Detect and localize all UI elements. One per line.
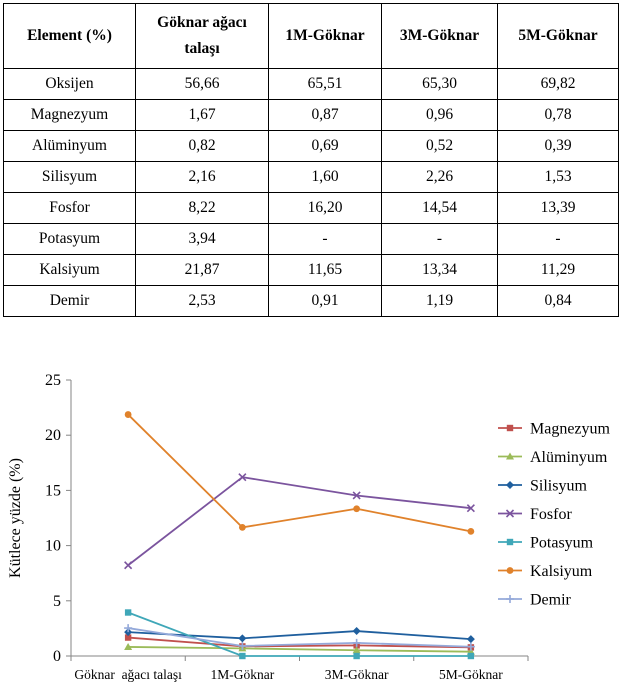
table-cell: 0,69 [269, 131, 382, 162]
legend-marker [506, 595, 514, 603]
table-cell: 0,39 [498, 131, 619, 162]
header-goknar-talasi: Göknar ağacı talaşı [136, 4, 269, 69]
legend-marker [507, 539, 513, 545]
table-row [4, 162, 619, 193]
chart-series [124, 411, 475, 659]
table-cell: 0,82 [136, 131, 269, 162]
legend-label: Magnezyum [530, 420, 610, 438]
series-line-magnezyum [128, 638, 471, 648]
table-cell: 0,84 [498, 286, 619, 317]
element-composition-table [3, 3, 619, 317]
table-cell: 14,54 [382, 193, 498, 224]
legend-marker [506, 481, 514, 489]
data-point-silisyum [353, 627, 361, 635]
table-cell: 16,20 [269, 193, 382, 224]
header-element: Element (%) [4, 4, 136, 69]
legend-label: Kalsiyum [530, 563, 593, 580]
legend-item-magnezyum [498, 421, 611, 438]
table-cell: Demir [4, 286, 136, 317]
table-cell: 69,82 [498, 69, 619, 100]
series-line-kalsiyum [128, 415, 471, 532]
data-point-potasyum [125, 609, 131, 615]
legend-label: Potasyum [530, 534, 594, 552]
data-point-kalsiyum [467, 528, 474, 535]
y-tick-label: 20 [45, 427, 61, 445]
table-cell: 0,52 [382, 131, 498, 162]
chart-legend [498, 421, 611, 609]
y-tick-label: 0 [53, 648, 61, 665]
legend-item-potasyum [498, 535, 594, 552]
table-cell: 65,30 [382, 69, 498, 100]
table-cell: 65,51 [269, 69, 382, 100]
data-point-potasyum [353, 653, 359, 659]
x-tick-label: Göknar ağacı talaşı [74, 667, 182, 682]
table-row [4, 131, 619, 162]
header-3m-goknar: 3M-Göknar [382, 4, 498, 69]
data-point-fosfor [125, 562, 132, 569]
table-cell: 11,65 [269, 255, 382, 286]
table-cell: Kalsiyum [4, 255, 136, 286]
table-cell: Potasyum [4, 224, 136, 255]
x-tick-label: 1M-Göknar [210, 667, 275, 682]
x-tick-label: 3M-Göknar [324, 667, 389, 682]
series-line-demir [128, 628, 471, 647]
table-cell: Silisyum [4, 162, 136, 193]
table-cell: - [382, 224, 498, 255]
table-row [4, 286, 619, 317]
x-tick-label: 5M-Göknar [439, 667, 503, 682]
data-point-silisyum [238, 634, 246, 642]
series-kalsiyum [125, 411, 475, 535]
legend-item-demir [498, 592, 572, 609]
table-cell: 8,22 [136, 193, 269, 224]
table-cell: 0,78 [498, 100, 619, 131]
table-cell: 2,16 [136, 162, 269, 193]
table-cell: Magnezyum [4, 100, 136, 131]
table-cell: 3,94 [136, 224, 269, 255]
y-tick-label: 25 [45, 372, 61, 389]
legend-label: Fosfor [530, 506, 572, 523]
data-point-kalsiyum [125, 411, 132, 418]
header-5m-goknar: 5M-Göknar [498, 4, 619, 69]
data-point-kalsiyum [353, 505, 360, 512]
table-row [4, 69, 619, 100]
table-row [4, 193, 619, 224]
legend-marker [507, 567, 514, 574]
table-cell: 0,87 [269, 100, 382, 131]
data-point-demir [124, 624, 132, 632]
data-point-potasyum [239, 653, 245, 659]
table-cell: Fosfor [4, 193, 136, 224]
legend-item-kalsiyum [498, 563, 593, 580]
table-cell: 13,39 [498, 193, 619, 224]
table-row [4, 224, 619, 255]
table-cell: 1,60 [269, 162, 382, 193]
data-point-potasyum [468, 653, 474, 659]
table-row [4, 255, 619, 286]
legend-item-fosfor [498, 506, 572, 523]
table-cell: Oksijen [4, 69, 136, 100]
table-header-row [4, 4, 619, 69]
table-cell: 2,26 [382, 162, 498, 193]
element-line-chart [0, 352, 624, 691]
table-cell: 56,66 [136, 69, 269, 100]
table-cell: - [269, 224, 382, 255]
legend-label: Alüminyum [530, 449, 608, 466]
table-cell: 11,29 [498, 255, 619, 286]
series-line-al-minyum [128, 647, 471, 652]
y-tick-label: 5 [53, 592, 61, 610]
legend-marker [507, 425, 513, 431]
table-cell: - [498, 224, 619, 255]
data-point-kalsiyum [239, 524, 246, 531]
table-cell: 1,19 [382, 286, 498, 317]
table-row [4, 100, 619, 131]
y-tick-label: 10 [45, 537, 61, 555]
legend-label: Silisyum [530, 477, 587, 495]
legend-label: Demir [530, 591, 571, 609]
y-axis-title: Kütlece yüzde (%) [7, 458, 24, 578]
legend-item-silisyum [498, 478, 587, 495]
table-cell: 1,67 [136, 100, 269, 131]
table-cell: 1,53 [498, 162, 619, 193]
table-cell: 0,91 [269, 286, 382, 317]
table-cell: Alüminyum [4, 131, 136, 162]
data-point-silisyum [467, 635, 475, 643]
legend-item-al-minyum [498, 449, 608, 466]
table-cell: 21,87 [136, 255, 269, 286]
y-tick-label: 15 [45, 482, 61, 500]
table-cell: 0,96 [382, 100, 498, 131]
header-1m-goknar: 1M-Göknar [269, 4, 382, 69]
table-cell: 2,53 [136, 286, 269, 317]
table-cell: 13,34 [382, 255, 498, 286]
